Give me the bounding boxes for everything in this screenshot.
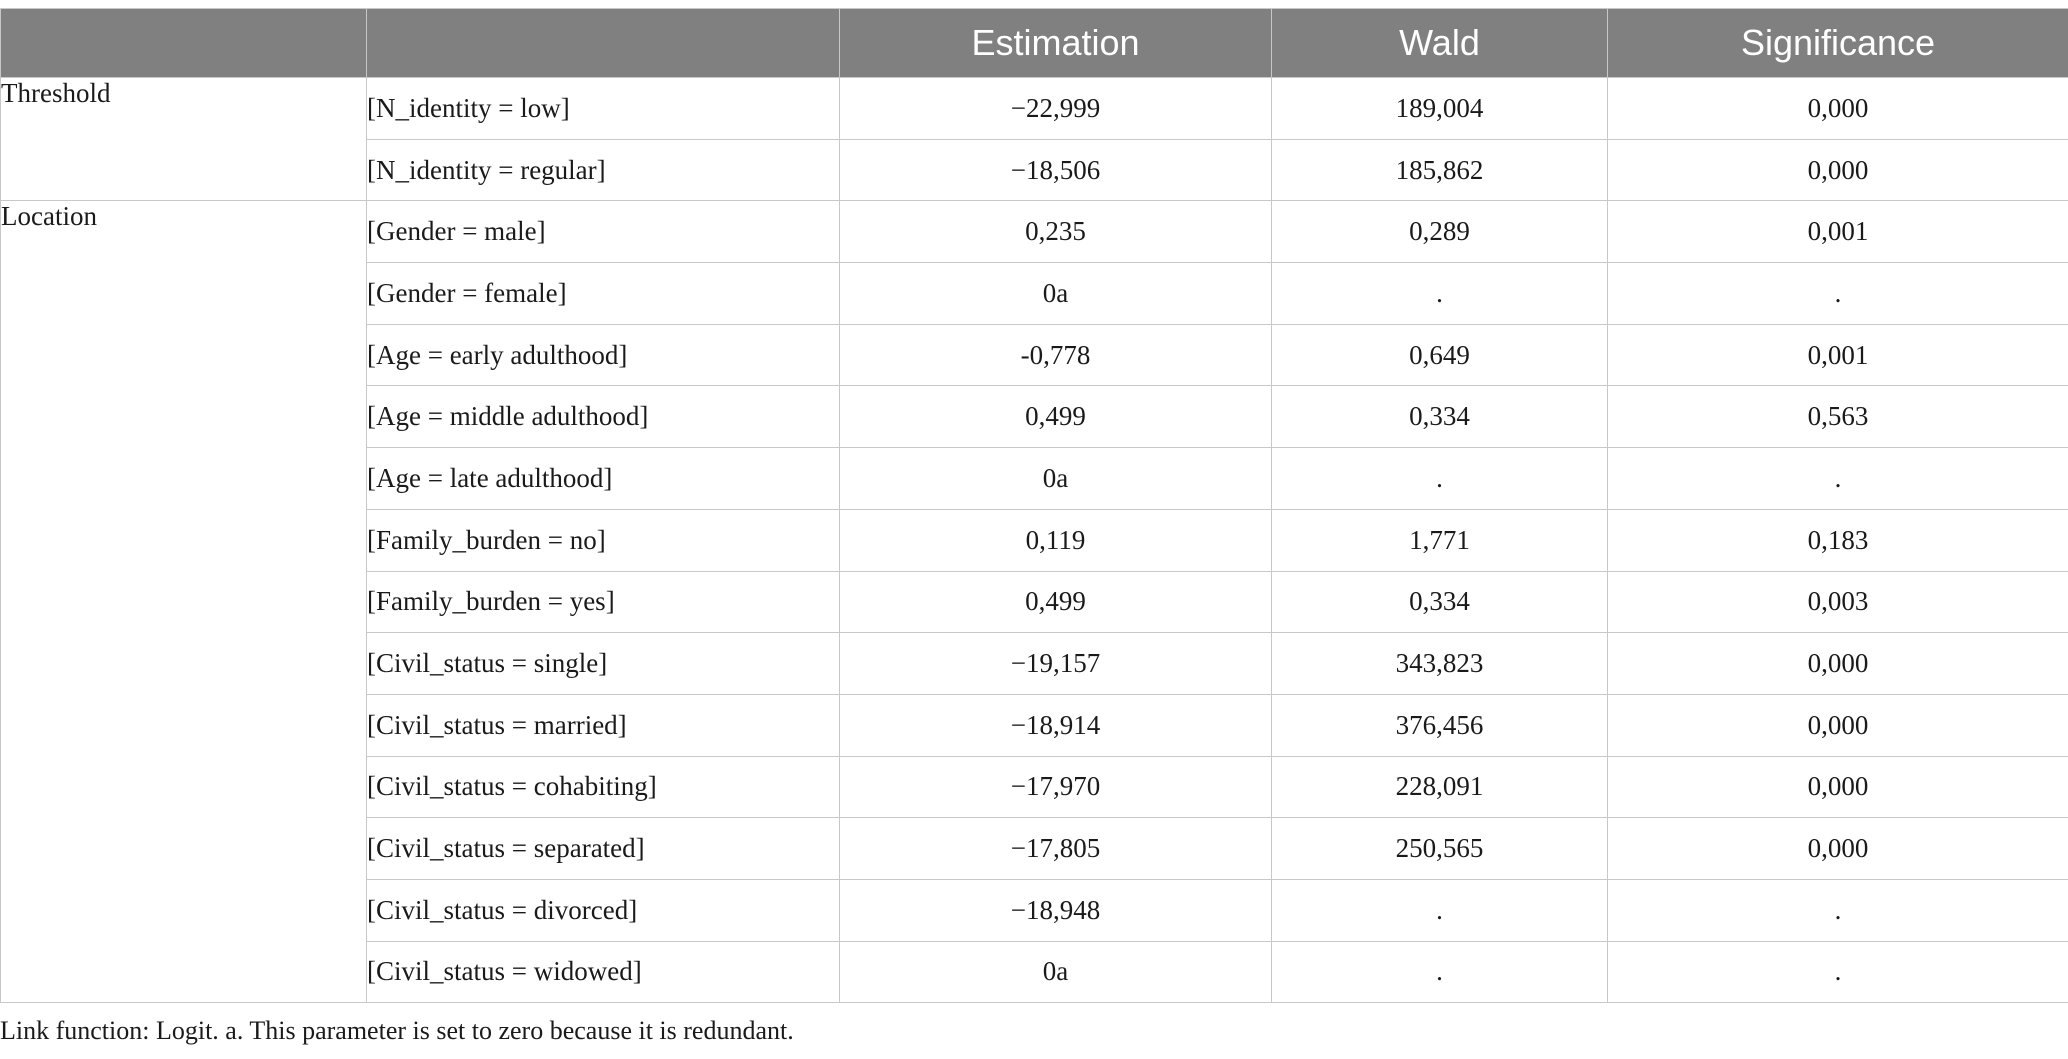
wald-cell: 185,862 [1272,139,1608,201]
significance-cell: 0,000 [1608,633,2068,695]
significance-cell: . [1608,263,2068,325]
estimation-cell: 0a [840,448,1272,510]
estimation-cell: −22,999 [840,78,1272,140]
wald-cell: 0,649 [1272,324,1608,386]
estimation-cell: −18,914 [840,694,1272,756]
significance-cell: 0,000 [1608,756,2068,818]
parameter-cell: [Age = middle adulthood] [367,386,840,448]
parameter-cell: [Age = early adulthood] [367,324,840,386]
estimation-cell: −17,970 [840,756,1272,818]
estimation-cell: 0a [840,263,1272,325]
results-table [0,8,2068,1003]
wald-cell: 376,456 [1272,694,1608,756]
wald-cell: . [1272,879,1608,941]
significance-cell: 0,000 [1608,139,2068,201]
table-row [1,78,2068,140]
header-row [1,9,2068,78]
wald-cell: . [1272,263,1608,325]
significance-cell: 0,000 [1608,78,2068,140]
group-label-threshold: Threshold [1,78,367,201]
parameter-cell: [Gender = female] [367,263,840,325]
significance-cell: 0,000 [1608,818,2068,880]
parameter-cell: [Family_burden = yes] [367,571,840,633]
group-label-location: Location [1,201,367,1003]
header-group [1,9,367,78]
parameter-cell: [Civil_status = married] [367,694,840,756]
estimation-cell: 0,119 [840,509,1272,571]
parameter-cell: [Gender = male] [367,201,840,263]
estimation-cell: 0,499 [840,571,1272,633]
parameter-cell: [Family_burden = no] [367,509,840,571]
table-footnote: Link function: Logit. a. This parameter is set to zero because it is redundant. [0,1016,794,1045]
significance-cell: . [1608,448,2068,510]
wald-cell: . [1272,941,1608,1003]
parameter-cell: [N_identity = low] [367,78,840,140]
results-table-container [0,8,2068,1003]
estimation-cell: -0,778 [840,324,1272,386]
header-estimation: Estimation [840,9,1272,78]
header-significance: Significance [1608,9,2068,78]
wald-cell: 1,771 [1272,509,1608,571]
wald-cell: 189,004 [1272,78,1608,140]
significance-cell: . [1608,941,2068,1003]
parameter-cell: [Civil_status = cohabiting] [367,756,840,818]
wald-cell: 228,091 [1272,756,1608,818]
wald-cell: 0,334 [1272,571,1608,633]
table-row [1,201,2068,263]
wald-cell: 250,565 [1272,818,1608,880]
significance-cell: 0,001 [1608,324,2068,386]
header-parameter [367,9,840,78]
significance-cell: 0,000 [1608,694,2068,756]
estimation-cell: −19,157 [840,633,1272,695]
wald-cell: 0,289 [1272,201,1608,263]
significance-cell: 0,563 [1608,386,2068,448]
parameter-cell: [Civil_status = widowed] [367,941,840,1003]
significance-cell: 0,183 [1608,509,2068,571]
parameter-cell: [Civil_status = single] [367,633,840,695]
estimation-cell: −17,805 [840,818,1272,880]
significance-cell: 0,001 [1608,201,2068,263]
parameter-cell: [N_identity = regular] [367,139,840,201]
parameter-cell: [Civil_status = separated] [367,818,840,880]
significance-cell: . [1608,879,2068,941]
estimation-cell: −18,506 [840,139,1272,201]
header-wald: Wald [1272,9,1608,78]
parameter-cell: [Age = late adulthood] [367,448,840,510]
wald-cell: 343,823 [1272,633,1608,695]
parameter-cell: [Civil_status = divorced] [367,879,840,941]
estimation-cell: 0,235 [840,201,1272,263]
wald-cell: 0,334 [1272,386,1608,448]
estimation-cell: −18,948 [840,879,1272,941]
significance-cell: 0,003 [1608,571,2068,633]
wald-cell: . [1272,448,1608,510]
estimation-cell: 0a [840,941,1272,1003]
estimation-cell: 0,499 [840,386,1272,448]
